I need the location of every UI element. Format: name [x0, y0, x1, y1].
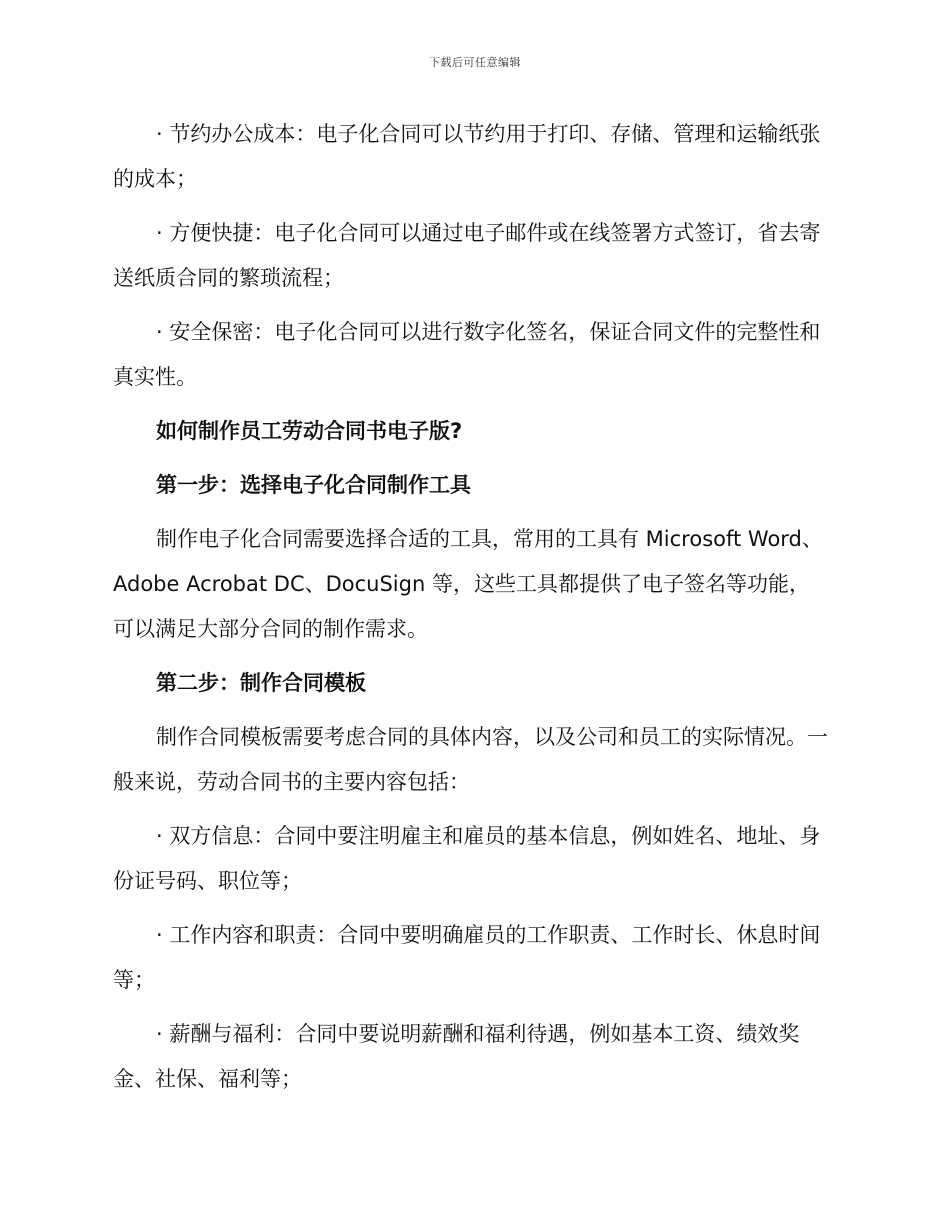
bullet-paragraph-duties: · 工作内容和职责：合同中要明确雇员的工作职责、工作时长、休息时间等； — [113, 923, 821, 992]
step-two-heading: 第二步：制作合同模板 — [156, 671, 366, 695]
step-two-paragraph: 制作合同模板需要考虑合同的具体内容，以及公司和员工的实际情况。一般来说，劳动合同书的主要内容包括： — [113, 725, 828, 794]
document-body — [113, 112, 828, 1111]
bullet-paragraph-security: · 安全保密：电子化合同可以进行数字化签名，保证合同文件的完整性和真实性。 — [113, 320, 821, 389]
step-one-heading: 第一步：选择电子化合同制作工具 — [156, 473, 471, 497]
bullet-paragraph-parties: · 双方信息：合同中要注明雇主和雇员的基本信息，例如姓名、地址、身份证号码、职位等； — [113, 824, 821, 893]
section-heading-how-to: 如何制作员工劳动合同书电子版? — [156, 419, 463, 443]
bullet-paragraph-pay: · 薪酬与福利：合同中要说明薪酬和福利待遇，例如基本工资、绩效奖金、社保、福利等； — [113, 1022, 800, 1091]
bullet-paragraph-convenience: · 方便快捷：电子化合同可以通过电子邮件或在线签署方式签订，省去寄送纸质合同的繁琐流程； — [113, 221, 821, 290]
step-one-paragraph: 制作电子化合同需要选择合适的工具，常用的工具有 Microsoft Word、Adobe Acrobat DC、DocuSign 等，这些工具都提供了电子签名等功能，可以满足大部分合同的制作需求。 — [113, 527, 823, 641]
bullet-paragraph-cost: · 节约办公成本：电子化合同可以节约用于打印、存储、管理和运输纸张的成本； — [113, 122, 821, 191]
page-header: 下载后可任意编辑 — [429, 56, 521, 69]
